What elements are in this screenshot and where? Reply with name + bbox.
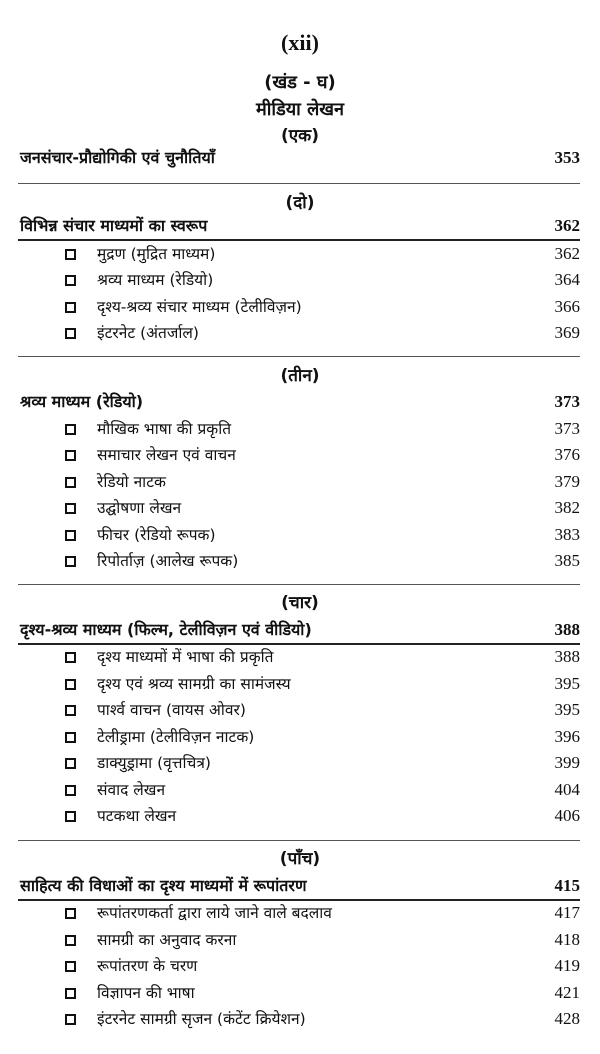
checkbox-bullet-icon xyxy=(65,811,76,822)
entry-title: डाक्युड्रामा (वृत्तचित्र) xyxy=(97,754,211,772)
toc-sub-entry[interactable] xyxy=(0,900,600,926)
toc-sub-entry[interactable] xyxy=(0,241,600,267)
toc-sub-entry[interactable] xyxy=(0,469,600,495)
entry-title: सामग्री का अनुवाद करना xyxy=(97,931,237,949)
entry-page: 418 xyxy=(554,930,580,949)
checkbox-bullet-icon xyxy=(65,328,76,339)
entry-title: संवाद लेखन xyxy=(97,781,166,799)
checkbox-bullet-icon xyxy=(65,679,76,690)
toc-sub-entry[interactable] xyxy=(0,644,600,670)
section-heading: (चार) xyxy=(281,593,319,613)
page-number: (xii) xyxy=(281,30,319,55)
entry-title: रूपांतरणकर्ता द्वारा लाये जाने वाले बदलाव xyxy=(97,904,332,922)
toc-sub-entry[interactable] xyxy=(0,697,600,723)
entry-page: 417 xyxy=(554,903,580,922)
entry-page: 373 xyxy=(554,419,580,438)
toc-main-entry[interactable] xyxy=(0,213,600,239)
checkbox-bullet-icon xyxy=(65,556,76,567)
toc-sub-entry[interactable] xyxy=(0,671,600,697)
entry-title: टेलीड्रामा (टेलीविज़न नाटक) xyxy=(97,728,255,746)
entry-title: श्रव्य माध्यम (रेडियो) xyxy=(20,392,144,411)
entry-title: जनसंचार-प्रौद्योगिकी एवं चुनौतियाँ xyxy=(20,148,215,167)
khand-label: (खंड - घ) xyxy=(264,72,336,93)
section-divider xyxy=(18,584,580,585)
entry-title: रूपांतरण के चरण xyxy=(97,957,198,975)
checkbox-bullet-icon xyxy=(65,705,76,716)
entry-page: 362 xyxy=(554,216,580,235)
entry-page: 373 xyxy=(554,392,580,411)
entry-title: इंटरनेट (अंतर्जाल) xyxy=(97,324,199,342)
checkbox-bullet-icon xyxy=(65,477,76,488)
checkbox-bullet-icon xyxy=(65,961,76,972)
khand-title: मीडिया लेखन xyxy=(255,99,344,120)
entry-title: मौखिक भाषा की प्रकृति xyxy=(97,420,232,438)
entry-title: पटकथा लेखन xyxy=(97,807,177,825)
checkbox-bullet-icon xyxy=(65,450,76,461)
toc-sub-entry[interactable] xyxy=(0,750,600,776)
entry-title: समाचार लेखन एवं वाचन xyxy=(97,446,236,464)
entry-title: इंटरनेट सामग्री सृजन (कंटेंट क्रियेशन) xyxy=(97,1010,306,1028)
entry-page: 369 xyxy=(554,323,580,342)
toc-sub-entry[interactable] xyxy=(0,724,600,750)
toc-sub-entry[interactable] xyxy=(0,442,600,468)
entry-title: विभिन्न संचार माध्यमों का स्वरूप xyxy=(20,216,208,235)
entry-page: 353 xyxy=(554,148,580,167)
section-heading: (एक) xyxy=(281,126,319,146)
checkbox-bullet-icon xyxy=(65,1014,76,1025)
section-divider xyxy=(18,840,580,841)
entry-page: 385 xyxy=(554,551,580,570)
toc-sub-entry[interactable] xyxy=(0,320,600,346)
entry-page: 383 xyxy=(554,525,580,544)
checkbox-bullet-icon xyxy=(65,503,76,514)
entry-title: उद्घोषणा लेखन xyxy=(97,499,182,517)
entry-page: 395 xyxy=(554,700,580,719)
entry-page: 396 xyxy=(554,727,580,746)
entry-page: 379 xyxy=(554,472,580,491)
toc-sub-entry[interactable] xyxy=(0,777,600,803)
entry-title: दृश्य माध्यमों में भाषा की प्रकृति xyxy=(97,648,274,666)
entry-title: दृश्य एवं श्रव्य सामग्री का सामंजस्य xyxy=(97,675,291,693)
entry-page: 415 xyxy=(554,876,580,895)
entry-title: श्रव्य माध्यम (रेडियो) xyxy=(97,271,214,289)
entry-page: 404 xyxy=(554,780,580,799)
toc-sub-entry[interactable] xyxy=(0,522,600,548)
toc-main-entry[interactable] xyxy=(0,389,600,415)
toc-sub-entry[interactable] xyxy=(0,267,600,293)
toc-sub-entry[interactable] xyxy=(0,548,600,574)
entry-title: दृश्य-श्रव्य संचार माध्यम (टेलीविज़न) xyxy=(97,298,302,316)
entry-title: रेडियो नाटक xyxy=(97,473,166,491)
checkbox-bullet-icon xyxy=(65,652,76,663)
checkbox-bullet-icon xyxy=(65,785,76,796)
entry-title: रिपोर्ताज़ (आलेख रूपक) xyxy=(97,552,239,570)
checkbox-bullet-icon xyxy=(65,530,76,541)
entry-title: फीचर (रेडियो रूपक) xyxy=(97,526,216,544)
entry-page: 388 xyxy=(554,620,580,639)
entry-page: 421 xyxy=(554,983,580,1002)
entry-title: पार्श्व वाचन (वायस ओवर) xyxy=(97,701,246,719)
toc-sub-entry[interactable] xyxy=(0,1006,600,1032)
entry-page: 388 xyxy=(554,647,580,666)
entry-page: 395 xyxy=(554,674,580,693)
entry-title: साहित्य की विधाओं का दृश्य माध्यमों में रूपांतरण xyxy=(20,876,307,895)
checkbox-bullet-icon xyxy=(65,758,76,769)
section-heading: (तीन) xyxy=(280,366,320,386)
section-divider xyxy=(18,183,580,184)
checkbox-bullet-icon xyxy=(65,424,76,435)
entry-page: 399 xyxy=(554,753,580,772)
entry-page: 366 xyxy=(554,297,580,316)
entry-title: दृश्य-श्रव्य माध्यम (फिल्म, टेलीविज़न एवं वीडियो) xyxy=(20,620,312,639)
entry-page: 362 xyxy=(554,244,580,263)
toc-sub-entry[interactable] xyxy=(0,495,600,521)
toc-sub-entry[interactable] xyxy=(0,294,600,320)
entry-page: 428 xyxy=(554,1009,580,1028)
entry-page: 406 xyxy=(554,806,580,825)
entry-title: विज्ञापन की भाषा xyxy=(97,984,195,1002)
checkbox-bullet-icon xyxy=(65,988,76,999)
section-divider xyxy=(18,356,580,357)
checkbox-bullet-icon xyxy=(65,275,76,286)
toc-main-entry[interactable] xyxy=(0,873,600,899)
section-heading: (पाँच) xyxy=(279,849,321,869)
toc-sub-entry[interactable] xyxy=(0,927,600,953)
toc-sub-entry[interactable] xyxy=(0,953,600,979)
checkbox-bullet-icon xyxy=(65,732,76,743)
entry-page: 419 xyxy=(554,956,580,975)
checkbox-bullet-icon xyxy=(65,302,76,313)
entry-title: मुद्रण (मुद्रित माध्यम) xyxy=(97,245,216,263)
entry-page: 376 xyxy=(554,445,580,464)
entry-page: 382 xyxy=(554,498,580,517)
toc-sub-entry[interactable] xyxy=(0,416,600,442)
section-heading: (दो) xyxy=(285,193,315,213)
entry-page: 364 xyxy=(554,270,580,289)
toc-sub-entry[interactable] xyxy=(0,980,600,1006)
toc-main-entry[interactable] xyxy=(0,617,600,643)
checkbox-bullet-icon xyxy=(65,908,76,919)
checkbox-bullet-icon xyxy=(65,935,76,946)
toc-sub-entry[interactable] xyxy=(0,803,600,829)
checkbox-bullet-icon xyxy=(65,249,76,260)
toc-main-entry[interactable] xyxy=(0,145,600,171)
